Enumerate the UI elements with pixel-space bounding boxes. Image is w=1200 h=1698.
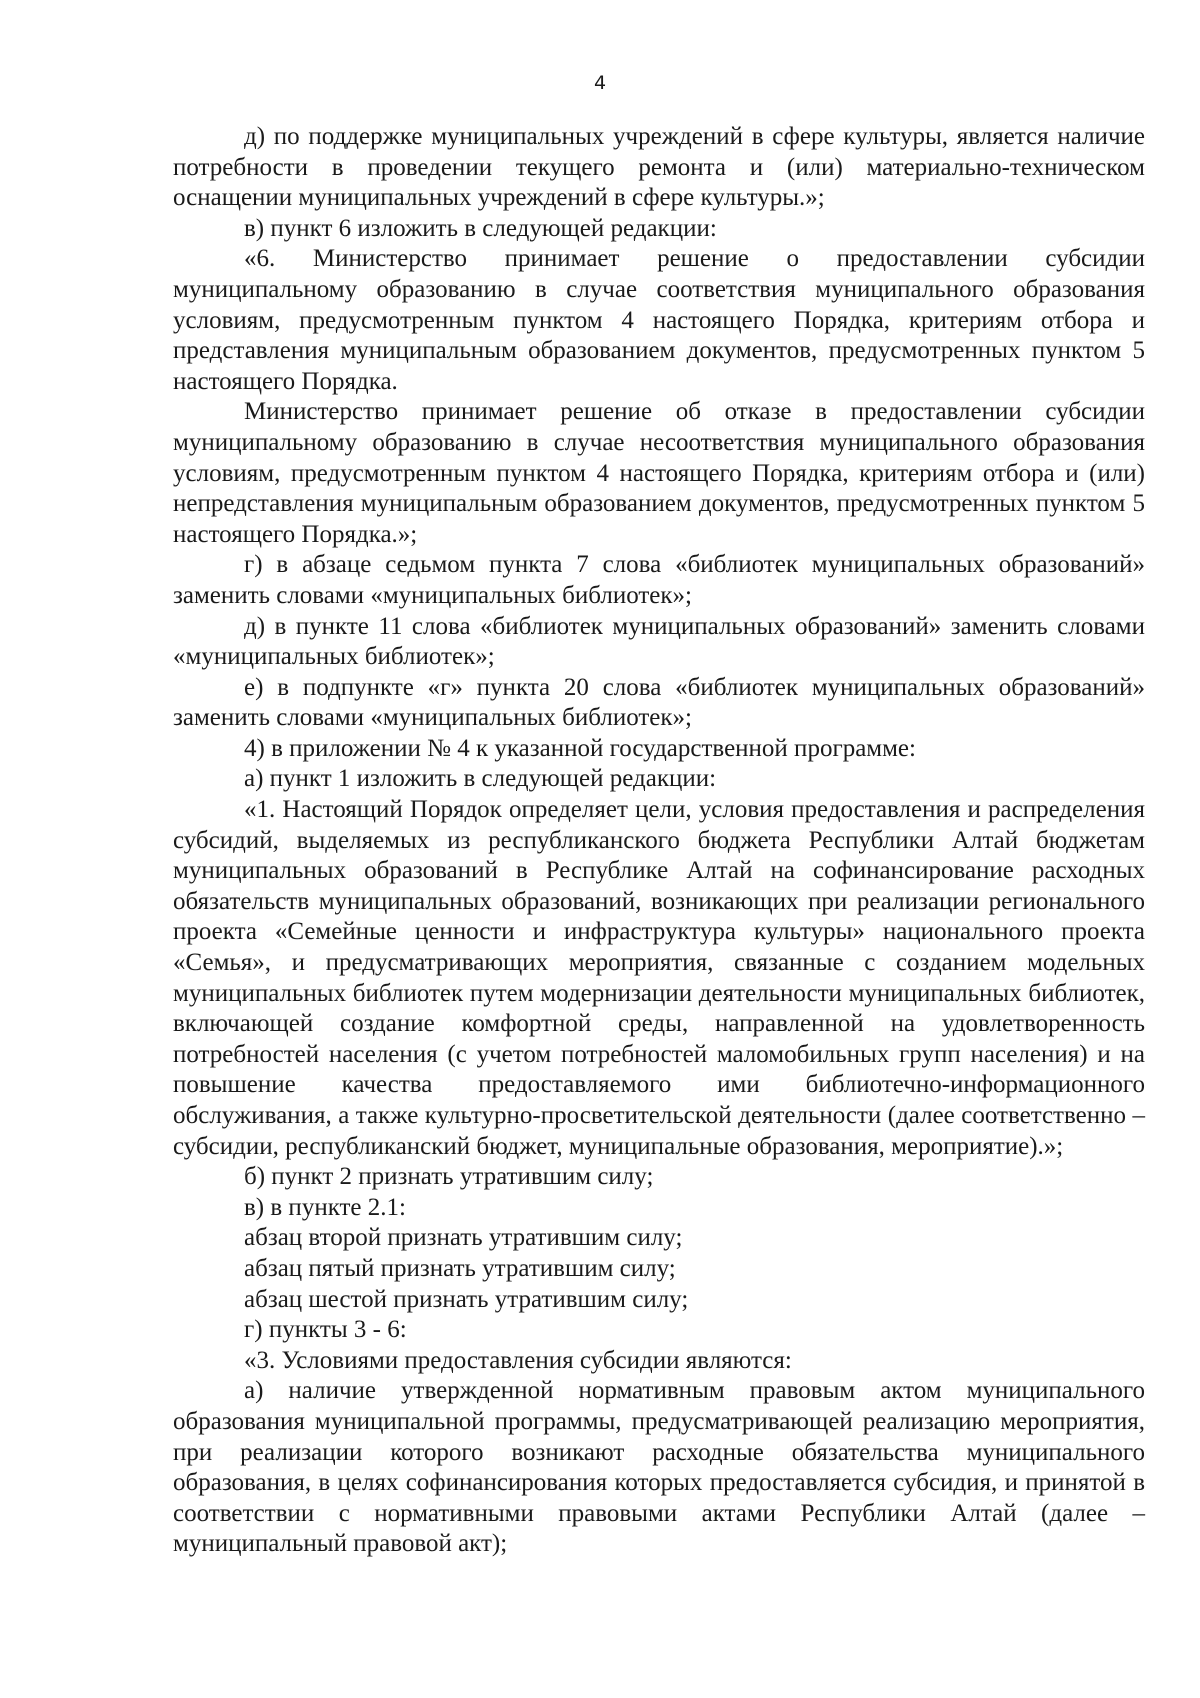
paragraph-point-6-decision: «6. Министерство принимает решение о предоставлении субсидии муниципальному образованию в случае соответствия муниципального образования условиям, предусмотренным пунктом 4 настоящего Порядка, критериям отбора и представления муниципальным образованием документов, предусмотренных пунктом 5 настоящего Порядка. — [173, 245, 1145, 395]
paragraph-abzac-fifth: абзац пятый признать утратившим силу; — [244, 1254, 676, 1282]
paragraph-item-v-point-2-1: в) в пункте 2.1: — [244, 1193, 406, 1221]
paragraph-abzac-second: абзац второй признать утратившим силу; — [244, 1224, 683, 1252]
paragraph-item-d-point-11: д) в пункте 11 слова «библиотек муниципальных образований» заменить словами «муниципальных библиотек»; — [173, 612, 1145, 671]
paragraph-item-b-point-2: б) пункт 2 признать утратившим силу; — [244, 1163, 654, 1191]
document-body — [173, 122, 1145, 1560]
paragraph-appendix-4: 4) в приложении № 4 к указанной государственной программе: — [244, 734, 916, 762]
paragraph-item-v-point-6: в) пункт 6 изложить в следующей редакции: — [244, 214, 717, 242]
paragraph-item-g-point-7: г) в абзаце седьмом пункта 7 слова «библиотек муниципальных образований» заменить словами «муниципальных библиотек»; — [173, 551, 1145, 609]
paragraph-item-a-point-1: а) пункт 1 изложить в следующей редакции: — [244, 765, 717, 793]
paragraph-point-3-conditions: «3. Условиями предоставления субсидии являются: — [244, 1346, 792, 1374]
paragraph-abzac-sixth: абзац шестой признать утратившим силу; — [244, 1285, 689, 1313]
paragraph-point-6-refusal: Министерство принимает решение об отказе в предоставлении субсидии муниципальному образованию в случае несоответствия муниципального образования условиям, предусмотренным пунктом 4 настоящего Порядка, критериям отбора и (или) непредставления муниципальным образованием документов, предусмотренных пунктом 5 настоящего Порядка.»; — [173, 398, 1145, 548]
paragraph-condition-a: а) наличие утвержденной нормативным правовым актом муниципального образования муниципальной программы, предусматривающей реализацию мероприятия, при реализации которого возникают расходные обязательства муниципального образования, в целях софинансирования которых предоставляется субсидия, и принятой в соответствии с нормативными правовыми актами Республики Алтай (далее – муниципальный правовой акт); — [173, 1377, 1145, 1558]
paragraph-point-1-text: «1. Настоящий Порядок определяет цели, условия предоставления и распределения субсидий, выделяемых из республиканского бюджета Республики Алтай бюджетам муниципальных образований в Республике Алтай на софинансирование расходных обязательств муниципальных образований, возникающих при реализации регионального проекта «Семейные ценности и инфраструктура культуры» национального проекта «Семья», и предусматривающих мероприятия, связанные с созданием модельных муниципальных библиотек путем модернизации деятельности муниципальных библиотек, включающей создание комфортной среды, направленной на удовлетворенность потребностей населения (с учетом потребностей маломобильных групп населения) и на повышение качества предоставляемого ими библиотечно-информационного обслуживания, а также культурно-просветительской деятельности (далее соответственно – субсидии, республиканский бюджет, муниципальные образования, мероприятие).»; — [173, 796, 1145, 1160]
paragraph-item-e-point-20: е) в подпункте «г» пункта 20 слова «библиотек муниципальных образований» заменить словами «муниципальных библиотек»; — [173, 673, 1145, 732]
page-number: 4 — [593, 72, 607, 94]
paragraph-subpoint-d-culture: д) по поддержке муниципальных учреждений в сфере культуры, является наличие потребности в проведении текущего ремонта и (или) материально-техническом оснащении муниципальных учреждений в сфере культуры.»; — [173, 123, 1145, 212]
paragraph-item-g-points-3-6: г) пункты 3 - 6: — [244, 1316, 407, 1344]
